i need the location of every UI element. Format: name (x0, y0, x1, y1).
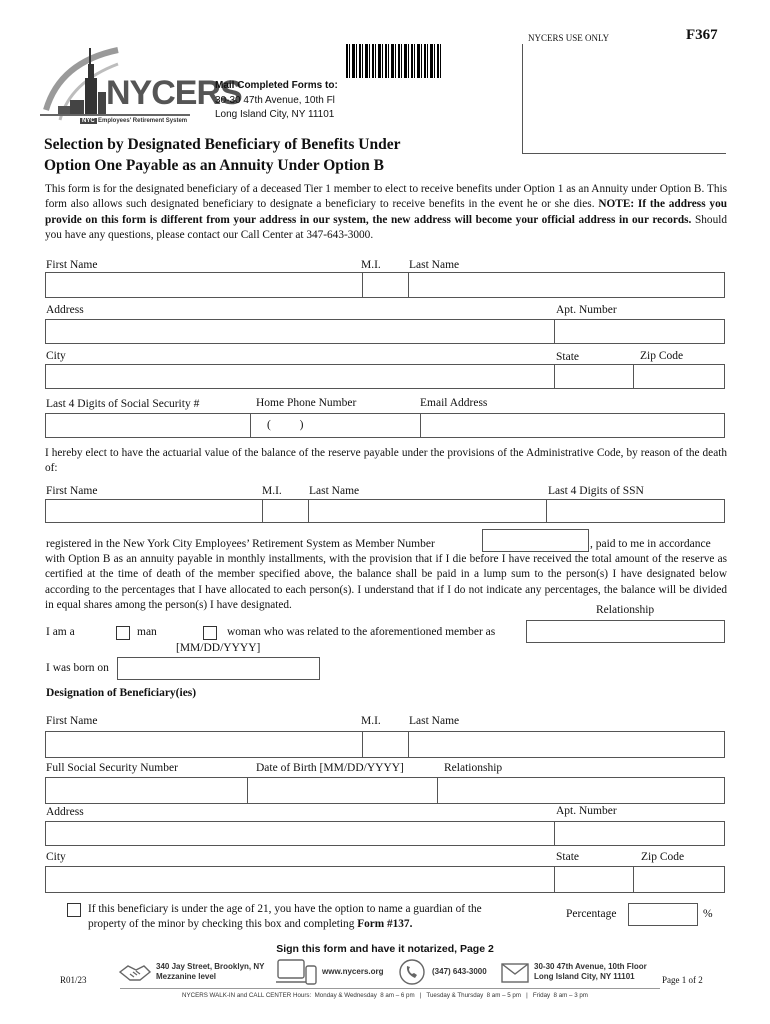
label-ben-city: City (46, 851, 66, 863)
handshake-icon (118, 960, 152, 984)
page-title-line1: Selection by Designated Beneficiary of Benefits Under (44, 136, 401, 153)
ben-first-name-field[interactable] (45, 731, 363, 758)
walkin-address1: 340 Jay Street, Brooklyn, NY (156, 962, 265, 971)
last-name-field[interactable] (408, 272, 725, 298)
label-last-name: Last Name (409, 259, 460, 271)
label-ben-ssn: Full Social Security Number (46, 762, 178, 774)
label-ben-first-name: First Name (46, 715, 98, 727)
zip-field[interactable] (633, 364, 725, 389)
nycers-use-box (522, 44, 726, 154)
mail-line1: 30-30 47th Avenue, 10th Fl (215, 95, 335, 106)
designation-heading: Designation of Beneficiary(ies) (46, 687, 197, 699)
percentage-field[interactable] (628, 903, 698, 926)
label-state: State (556, 351, 579, 363)
ben-relationship-field[interactable] (437, 777, 725, 804)
label-city: City (46, 350, 66, 362)
label-member-mi: M.I. (262, 485, 282, 497)
footer-hours: NYCERS WALK-IN and CALL CENTER Hours: Monday & Wednesday 8 am – 6 pm | Tuesday & Thursday 8 am – 5 pm | Friday 8 am – 3 pm (182, 992, 588, 999)
label-percentage: Percentage (566, 908, 617, 920)
ben-state-field[interactable] (554, 866, 634, 893)
ben-last-name-field[interactable] (408, 731, 725, 758)
annuity-paragraph: with Option B as an annuity payable in monthly installments, with the provision that if I die before I have received the total amount of the reserve as certified at the time of death of the member specified above, the balance shall be paid in a lump sum to the person(s) I have designated below according to the percentages that I have allocated to each person(s). I understand that if I do not indicate any percentages, the balance will be divided in equal shares among the person(s) I have designated. (45, 553, 727, 612)
relationship-field[interactable] (526, 620, 725, 643)
guardian-text: If this beneficiary is under the age of 21, you have the option to name a guardian of the property of the minor by checking this box and completing Form #137. (88, 903, 482, 931)
label-ben-zip: Zip Code (641, 851, 685, 863)
label-woman-related: woman who was related to the aforementioned member as (227, 626, 496, 638)
ben-ssn-field[interactable] (45, 777, 248, 804)
nycers-logo: NYCERS NYC Employees' Retirement System (40, 42, 210, 127)
use-only-label: NYCERS USE ONLY (528, 33, 610, 43)
member-last-name-field[interactable] (308, 499, 547, 523)
man-checkbox[interactable] (116, 626, 130, 640)
city-field[interactable] (45, 364, 555, 389)
phone-area-code-paren: ( ) (267, 419, 304, 431)
label-ben-state: State (556, 851, 579, 863)
mail-icon (500, 960, 530, 984)
member-first-name-field[interactable] (45, 499, 263, 523)
email-field[interactable] (420, 413, 725, 438)
address-field[interactable] (45, 319, 555, 344)
label-ben-apt: Apt. Number (556, 805, 617, 817)
phone-icon (398, 958, 426, 986)
label-address: Address (46, 304, 84, 316)
label-born-on: I was born on (46, 662, 109, 674)
label-i-am-a: I am a (46, 626, 75, 638)
label-ssn4: Last 4 Digits of Social Security # (46, 398, 200, 410)
label-ben-relationship: Relationship (444, 762, 503, 774)
label-first-name: First Name (46, 259, 98, 271)
label-home-phone: Home Phone Number (256, 397, 357, 409)
footer-mail2: Long Island City, NY 11101 (534, 972, 635, 981)
label-man: man (137, 626, 157, 638)
label-member-first-name: First Name (46, 485, 98, 497)
label-date-format: [MM/DD/YYYY] (176, 642, 261, 654)
revision-code: R01/23 (60, 975, 87, 985)
mail-heading: Mail Completed Forms to: (215, 80, 338, 91)
label-mi: M.I. (361, 259, 381, 271)
footer-divider (120, 988, 660, 989)
ben-mi-field[interactable] (362, 731, 409, 758)
member-mi-field[interactable] (262, 499, 309, 523)
devices-icon (276, 958, 318, 986)
label-member-last-name: Last Name (309, 485, 360, 497)
intro-paragraph: This form is for the designated beneficiary of a deceased Tier 1 member to elect to receive benefits under Option 1 as an Annuity under Option B. This form also allows such designated beneficiary to designate a beneficiary to receive benefits in the event he or she dies. NOTE: If the address you provide on this form is different from your address in our system, the new address will become your official address in our records. Should you have any questions, please contact our Call Center at 347-643-3000. (45, 183, 728, 242)
guardian-checkbox[interactable] (67, 903, 81, 917)
barcode (346, 44, 442, 78)
ben-dob-field[interactable] (247, 777, 438, 804)
page-number: Page 1 of 2 (662, 975, 703, 985)
percent-sign: % (703, 908, 713, 920)
label-apt: Apt. Number (556, 304, 617, 316)
walkin-address2: Mezzanine level (156, 972, 217, 981)
label-ben-mi: M.I. (361, 715, 381, 727)
ben-zip-field[interactable] (633, 866, 725, 893)
member-number-field[interactable] (482, 529, 589, 552)
home-phone-field[interactable] (250, 413, 421, 438)
registered-text: registered in the New York City Employees’ Retirement System as Member Number (46, 538, 435, 550)
registered-text-post: , paid to me in accordance (590, 538, 711, 550)
birth-date-field[interactable] (117, 657, 320, 680)
label-member-ssn4: Last 4 Digits of SSN (548, 485, 644, 497)
form-number: F367 (686, 27, 718, 43)
mi-field[interactable] (362, 272, 409, 298)
first-name-field[interactable] (45, 272, 363, 298)
website-link[interactable]: www.nycers.org (322, 967, 384, 976)
page-title-line2: Option One Payable as an Annuity Under Option B (44, 157, 384, 174)
sign-instruction: Sign this form and have it notarized, Page 2 (276, 943, 494, 955)
footer-mail1: 30-30 47th Avenue, 10th Floor (534, 962, 647, 971)
mail-line2: Long Island City, NY 11101 (215, 109, 335, 120)
label-ben-address: Address (46, 806, 84, 818)
label-ben-last-name: Last Name (409, 715, 460, 727)
woman-checkbox[interactable] (203, 626, 217, 640)
member-ssn4-field[interactable] (546, 499, 725, 523)
logo-wordmark: NYCERS (106, 74, 242, 112)
ben-apt-field[interactable] (554, 821, 725, 846)
call-center-phone[interactable]: (347) 643-3000 (432, 967, 487, 976)
label-relationship-top: Relationship (596, 604, 655, 616)
ben-city-field[interactable] (45, 866, 555, 893)
label-email: Email Address (420, 397, 488, 409)
election-paragraph: I hereby elect to have the actuarial value of the balance of the reserve payable under the provisions of the Administrative Code, by reason of the death of: (45, 447, 727, 475)
ben-address-field[interactable] (45, 821, 555, 846)
label-ben-dob: Date of Birth [MM/DD/YYYY] (256, 762, 404, 774)
state-field[interactable] (554, 364, 634, 389)
ssn4-field[interactable] (45, 413, 251, 438)
label-zip: Zip Code (640, 350, 684, 362)
apt-field[interactable] (554, 319, 725, 344)
